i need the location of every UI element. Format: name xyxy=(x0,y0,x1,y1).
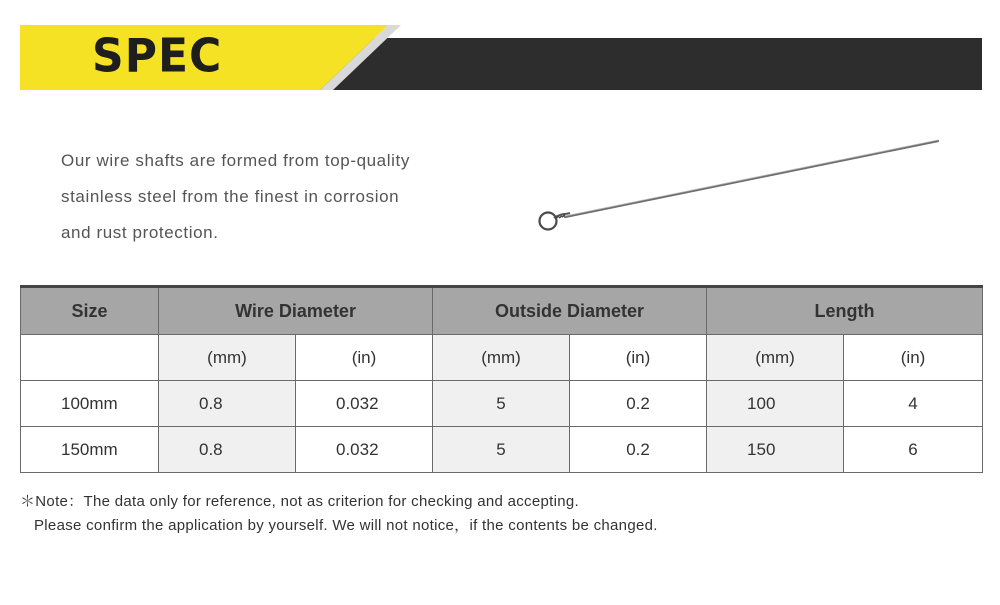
intro-text xyxy=(61,143,481,251)
cell-size: 150mm xyxy=(21,427,159,473)
cell-value: 100 xyxy=(707,381,844,427)
cell-value: 0.2 xyxy=(570,381,707,427)
cell-value: 0.8 xyxy=(159,427,296,473)
cell-value: 0.032 xyxy=(296,427,433,473)
cell-size: 100mm xyxy=(21,381,159,427)
table-header-row xyxy=(21,287,983,335)
table-row xyxy=(21,381,983,427)
units-cell: (mm) xyxy=(159,335,296,381)
units-cell: (in) xyxy=(570,335,707,381)
units-cell xyxy=(21,335,159,381)
header-wire-diameter: Wire Diameter xyxy=(159,287,433,335)
units-cell: (mm) xyxy=(707,335,844,381)
header-size: Size xyxy=(21,287,159,335)
spec-table xyxy=(20,285,983,473)
header-length: Length xyxy=(707,287,983,335)
cell-value: 5 xyxy=(433,427,570,473)
units-cell: (mm) xyxy=(433,335,570,381)
cell-value: 6 xyxy=(844,427,983,473)
table-row xyxy=(21,427,983,473)
header-outside-diameter: Outside Diameter xyxy=(433,287,707,335)
cell-value: 0.2 xyxy=(570,427,707,473)
cell-value: 4 xyxy=(844,381,983,427)
note-line: ＊Note：The data only for reference, not as criterion for checking and accepting. xyxy=(20,493,579,510)
cell-value: 0.032 xyxy=(296,381,433,427)
cell-value: 150 xyxy=(707,427,844,473)
intro-line: stainless steel from the finest in corrosion xyxy=(61,187,400,206)
intro-line: Our wire shafts are formed from top-quality xyxy=(61,151,410,170)
note-line: Please confirm the application by yourself. We will not notice，if the contents be changed. xyxy=(34,517,658,534)
spec-banner xyxy=(20,25,982,90)
disclaimer-note xyxy=(20,490,658,538)
banner-title: SPEC xyxy=(92,29,223,84)
wire-shaft-image xyxy=(520,130,950,240)
units-cell: (in) xyxy=(296,335,433,381)
units-cell: (in) xyxy=(844,335,983,381)
units-row xyxy=(21,335,983,381)
cell-value: 5 xyxy=(433,381,570,427)
intro-line: and rust protection. xyxy=(61,223,219,242)
cell-value: 0.8 xyxy=(159,381,296,427)
